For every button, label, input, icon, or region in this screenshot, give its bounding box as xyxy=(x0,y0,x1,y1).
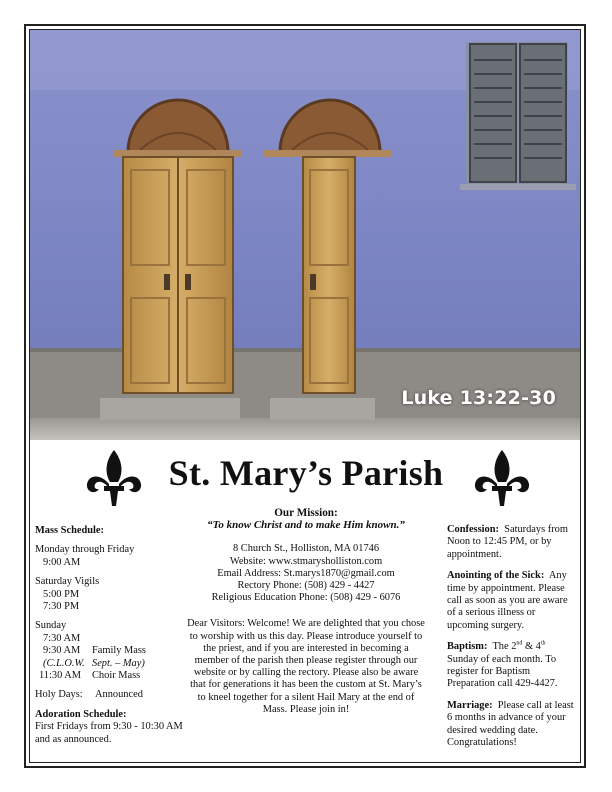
rectory-phone: Rectory Phone: (508) 429 - 4427 xyxy=(237,580,375,592)
mass-schedule-heading: Mass Schedule: xyxy=(35,525,104,536)
parish-website: Website: www.stmarysholliston.com xyxy=(229,555,383,567)
confession-text: Saturdays from Noon to 12:45 PM, or by appointment. xyxy=(447,524,568,560)
confession-label: Confession: xyxy=(447,524,499,535)
sunday-row xyxy=(35,645,185,657)
doors-photo xyxy=(30,30,580,440)
fleur-de-lis-icon xyxy=(83,448,145,508)
sunday-time: (C.L.O.W. xyxy=(43,657,85,669)
visitors-message: Dear Visitors: Welcome! We are delighted that you chose to worship with us this day. Please introduce yourself to the priest, and if you are interested in becoming a member of the parish then please register through our website or by calling the rectory. Please also be aware that for generations it has been the custom at St. Mary’s to kneel together for a silent Hail Mary at the end of Mass. Please join in! xyxy=(187,618,425,715)
parish-email: Email Address: St.marys1870@gmail.com xyxy=(217,567,395,579)
confession-info xyxy=(447,524,577,561)
sunday-note: Sept. – May) xyxy=(92,657,145,669)
religious-ed-phone: Religious Education Phone: (508) 429 - 6076 xyxy=(211,592,401,604)
adoration-text: First Fridays from 9:30 - 10:30 AM and as announced. xyxy=(35,721,183,745)
sunday-note: Choir Mass xyxy=(92,670,141,682)
sacraments-column xyxy=(447,524,577,759)
adoration-heading: Adoration Schedule: xyxy=(35,708,127,720)
fleur-de-lis-icon xyxy=(471,448,533,508)
weekday-label: Monday through Friday xyxy=(35,544,135,556)
weekday-block xyxy=(35,544,185,569)
contact-info xyxy=(186,543,426,604)
vigil-time: 5:00 PM xyxy=(43,588,80,600)
anointing-text: Any time by appointment. Please call as soon as you are aware of a serious illness or upcoming surgery. xyxy=(447,570,568,631)
parish-address: 8 Church St., Holliston, MA 01746 xyxy=(232,543,380,555)
sunday-label: Sunday xyxy=(35,620,67,632)
holy-days-row xyxy=(35,689,185,701)
baptism-info xyxy=(447,641,577,691)
marriage-info xyxy=(447,700,577,750)
sunday-time: 9:30 AM xyxy=(43,645,81,657)
anointing-info xyxy=(447,570,577,632)
mission-heading: Our Mission: xyxy=(274,507,338,519)
vigil-time: 7:30 PM xyxy=(43,601,80,613)
scripture-reference: Luke 13:22-30 xyxy=(401,387,556,409)
baptism-label: Baptism: xyxy=(447,641,488,653)
holy-days-value: Announced xyxy=(95,689,143,701)
sunday-row xyxy=(35,670,185,682)
sunday-block xyxy=(35,620,185,682)
vigil-label: Saturday Vigils xyxy=(35,576,100,588)
marriage-text: Please call at least 6 months in advance of your desired wedding date. Congratulations! xyxy=(447,699,574,749)
mass-schedule xyxy=(35,525,185,746)
baptism-text: The 2nd & 4th Sunday of each month. To register for Baptism Preparation call 429-4427. xyxy=(447,640,558,690)
sunday-note: Family Mass xyxy=(92,645,146,657)
sunday-time: 7:30 AM xyxy=(43,632,81,644)
mission-statement: “To know Christ and to make Him known.” xyxy=(207,519,405,532)
sunday-time: 11:30 AM xyxy=(39,670,82,682)
anointing-label: Anointing of the Sick: xyxy=(447,570,545,582)
marriage-label: Marriage: xyxy=(447,699,493,711)
holy-days-label: Holy Days: xyxy=(35,689,83,701)
sunday-row xyxy=(35,658,185,670)
mission-column xyxy=(186,507,426,716)
vigil-block xyxy=(35,576,185,613)
weekday-time: 9:00 AM xyxy=(43,556,81,568)
parish-title: St. Mary’s Parish xyxy=(168,453,444,493)
sunday-row xyxy=(35,633,185,645)
